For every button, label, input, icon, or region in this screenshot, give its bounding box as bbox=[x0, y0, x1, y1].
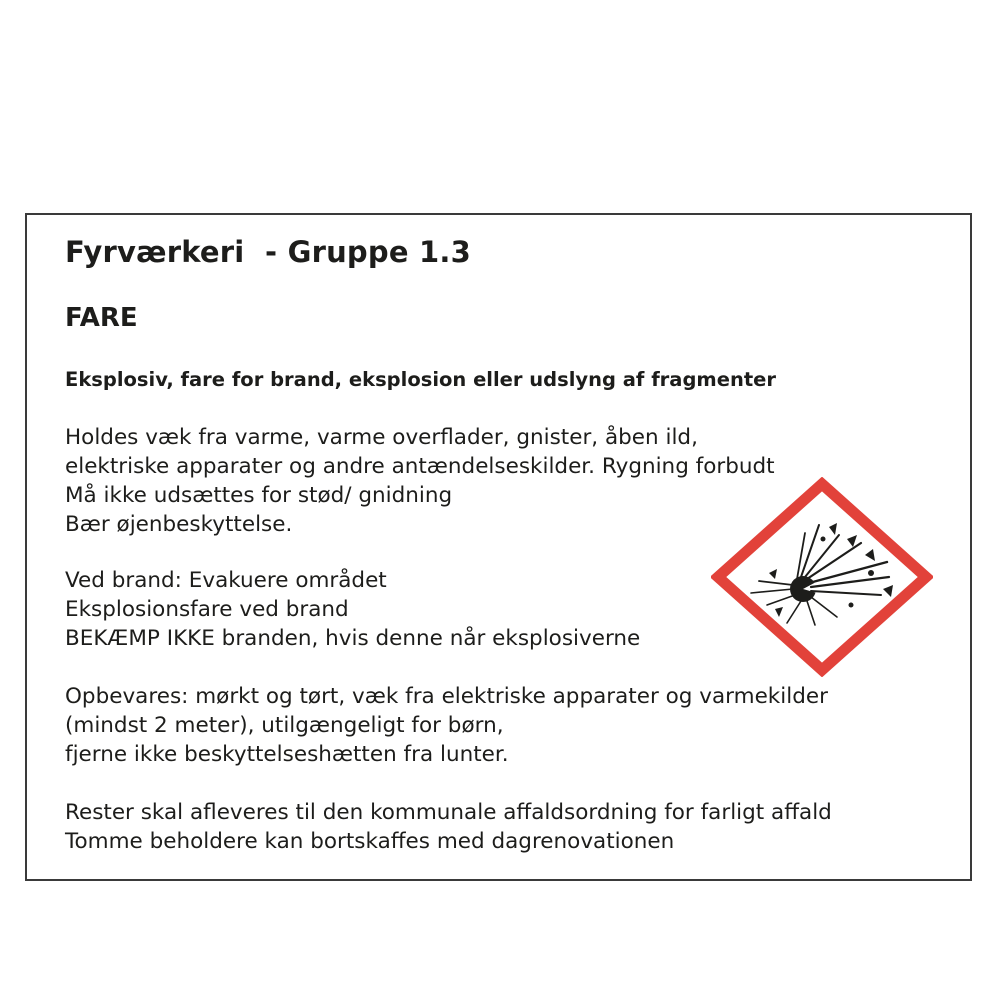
text-line: BEKÆMP IKKE branden, hvis denne når eksplosiverne bbox=[65, 626, 641, 651]
text-line: Må ikke udsættes for stød/ gnidning bbox=[65, 483, 453, 508]
text-line: Ved brand: Evakuere området bbox=[65, 568, 387, 593]
precaution-paragraph-disposal bbox=[65, 798, 832, 856]
text-line: (mindst 2 meter), utilgængeligt for børn, bbox=[65, 713, 504, 738]
text-line: Tomme beholdere kan bortskaffes med dagrenovationen bbox=[65, 829, 675, 854]
precaution-paragraph-prevention bbox=[65, 423, 775, 539]
text-line: Bær øjenbeskyttelse. bbox=[65, 512, 293, 537]
text-line: elektriske apparater og andre antændelseskilder. Rygning forbudt bbox=[65, 454, 775, 479]
precaution-paragraph-storage bbox=[65, 682, 828, 769]
text-line: Rester skal afleveres til den kommunale affaldsordning for farligt affald bbox=[65, 800, 832, 825]
text-line: Eksplosionsfare ved brand bbox=[65, 597, 349, 622]
hazard-statement: Eksplosiv, fare for brand, eksplosion eller udslyng af fragmenter bbox=[65, 368, 777, 391]
label-title: Fyrværkeri - Gruppe 1.3 bbox=[65, 235, 471, 269]
precaution-paragraph-response bbox=[65, 566, 640, 653]
exploding-bomb-icon bbox=[711, 477, 933, 677]
signal-word: FARE bbox=[65, 303, 138, 333]
text-line: fjerne ikke beskyttelseshætten fra lunter. bbox=[65, 742, 509, 767]
text-line: Opbevares: mørkt og tørt, væk fra elektriske apparater og varmekilder bbox=[65, 684, 828, 709]
hazard-label bbox=[25, 213, 972, 881]
text-line: Holdes væk fra varme, varme overflader, gnister, åben ild, bbox=[65, 425, 698, 450]
